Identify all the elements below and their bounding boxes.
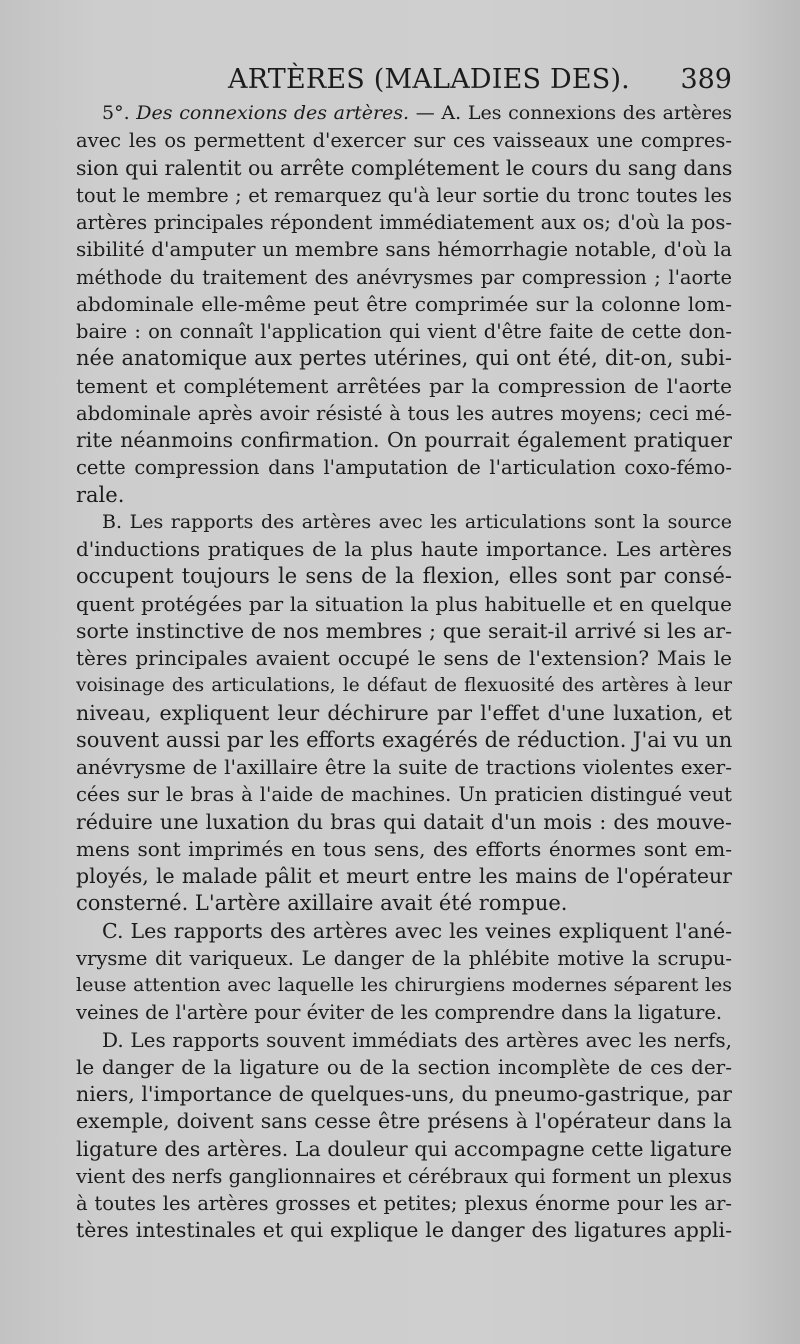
text-line: occupent toujours le sens de la flexion, elles sont par consé- — [76, 564, 732, 589]
text-line: tement et complétement arrêtées par la compression de l'aorte — [76, 373, 732, 398]
text-line: rale. — [76, 482, 125, 507]
text-line: anévrysme de l'axillaire être la suite de tractions violentes exer- — [76, 755, 732, 779]
text-line: baire : on connaît l'application qui vient d'être faite de cette don- — [76, 320, 732, 343]
text-line: vrysme dit variqueux. Le danger de la phlébite motive la scrupu- — [76, 946, 732, 970]
text-line: abdominale elle-même peut être comprimée sur la colonne lom- — [76, 291, 732, 316]
text-line: veines de l'artère pour éviter de les comprendre dans la ligature. — [76, 1001, 723, 1025]
running-title: ARTÈRES (MALADIES DES). — [228, 64, 630, 95]
text-line: sion qui ralentit ou arrête complétement le cours du sang dans — [76, 155, 732, 180]
text-line: leuse attention avec laquelle les chirurgiens modernes séparent les — [76, 974, 732, 996]
text-line: à toutes les artères grosses et petites; plexus énorme pour les ar- — [76, 1192, 732, 1215]
text-line: C. Les rapports des artères avec les veines expliquent l'ané- — [102, 918, 732, 943]
text-line: mens sont imprimés en tous sens, des efforts énormes sont em- — [76, 836, 732, 861]
text-line: quent protégées par la situation la plus habituelle et en quelque — [76, 591, 732, 616]
text-line: avec les os permettent d'exercer sur ces vaisseaux une compres- — [76, 129, 732, 153]
text-line: consterné. L'artère axillaire avait été rompue. — [76, 891, 568, 916]
text-line: B. Les rapports des artères avec les articulations sont la source — [102, 510, 732, 533]
text-line: vient des nerfs ganglionnaires et cérébraux qui forment un plexus — [76, 1164, 732, 1188]
text-line: cées sur le bras à l'aide de machines. Un praticien distingué veut — [76, 783, 732, 807]
text-line: ligature des artères. La douleur qui accompagne cette ligature — [76, 1136, 732, 1161]
text-line: sibilité d'amputer un membre sans hémorrhagie notable, d'où la — [76, 237, 732, 262]
text-line: tères principales avaient occupé le sens de l'extension? Mais le — [76, 646, 732, 670]
text-line: cette compression dans l'amputation de l'articulation coxo-fémo- — [76, 456, 732, 480]
text-line: née anatomique aux pertes utérines, qui ont été, dit-on, subi- — [76, 346, 732, 371]
text-line: rite néanmoins confirmation. On pourrait également pratiquer — [76, 428, 732, 452]
text-line: exemple, doivent sans cesse être présens à l'opérateur dans la — [76, 1109, 732, 1134]
text-line: D. Les rapports souvent immédiats des artères avec les nerfs, — [102, 1027, 732, 1052]
text-line: voisinage des articulations, le défaut de flexuosité des artères à leur — [76, 675, 732, 697]
text-line: tout le membre ; et remarquez qu'à leur sortie du tronc toutes les — [76, 183, 732, 207]
text-line: niveau, expliquent leur déchirure par l'effet d'une luxation, et — [76, 700, 732, 725]
text-line: réduire une luxation du bras qui datait d'un mois : des mouve- — [76, 809, 732, 834]
text-line: sorte instinctive de nos membres ; que serait-il arrivé si les ar- — [76, 618, 732, 643]
page-number: 389 — [680, 64, 732, 95]
text-line: abdominale après avoir résisté à tous les autres moyens; ceci mé- — [76, 401, 732, 425]
body-text — [76, 100, 732, 1245]
text-line: 5°. Des connexions des artères. — A. Les connexions des artères — [102, 102, 732, 124]
section-heading: Des connexions des artères. — [136, 102, 410, 124]
page-header — [76, 60, 732, 100]
text-line: ployés, le malade pâlit et meurt entre les mains de l'opérateur — [76, 864, 732, 888]
text-line: souvent aussi par les efforts exagérés de réduction. J'ai vu un — [76, 727, 732, 752]
text-line: d'inductions pratiques de la plus haute importance. Les artères — [76, 537, 732, 561]
text-line: méthode du traitement des anévrysmes par compression ; l'aorte — [76, 265, 732, 289]
text-line: artères principales répondent immédiatement aux os; d'où la pos- — [76, 211, 732, 234]
text-line: le danger de la ligature ou de la section incomplète de ces der- — [76, 1054, 732, 1079]
text-line: niers, l'importance de quelques-uns, du pneumo-gastrique, par — [76, 1082, 732, 1106]
text-line: tères intestinales et qui explique le danger des ligatures appli- — [76, 1218, 732, 1243]
